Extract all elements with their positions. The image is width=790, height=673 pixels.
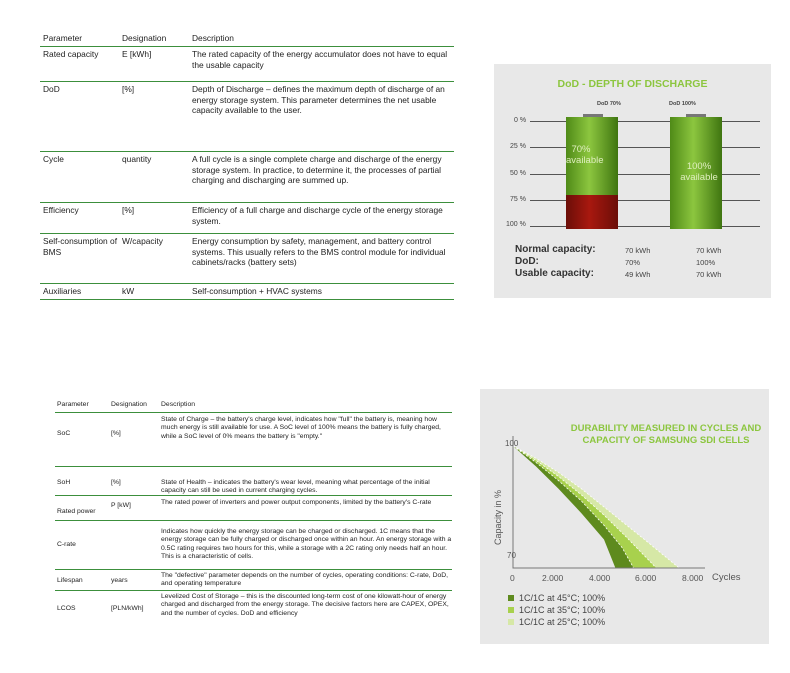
- x-tick-label: 2.000: [542, 573, 564, 583]
- row-designation: [%]: [122, 84, 135, 94]
- row-description: State of Charge – the battery's charge level, indicates how "full" the battery is, meaning how much energy is still available for use. A SoC level of 100% means the battery is fully charged, while a SoC level of 0% means the battery is "empty.": [161, 416, 441, 440]
- parameters-table-2: [55, 401, 452, 626]
- row-designation: W/capacity: [122, 236, 163, 246]
- table-row: [40, 47, 454, 82]
- row-designation: [111, 528, 161, 569]
- value-cell: 70 kWh: [625, 246, 651, 255]
- gridline: [618, 121, 670, 122]
- gridline: [530, 174, 566, 175]
- row-description: Depth of Discharge – defines the maximum depth of discharge of an energy storage system. This parameter determines the net usable capacity available to the user.: [192, 84, 445, 116]
- table-row: [40, 152, 454, 203]
- legend-swatch: [508, 595, 514, 601]
- legend-item: [508, 605, 605, 615]
- x-tick-label: 8.000: [682, 573, 704, 583]
- legend-swatch: [508, 619, 514, 625]
- table-row: [40, 203, 454, 234]
- dod-title: DoD - DEPTH OF DISCHARGE: [557, 78, 708, 90]
- info-normal-capacity: Normal capacity:: [515, 244, 596, 255]
- header-description: Description: [192, 33, 234, 43]
- gridline: [530, 121, 566, 122]
- value-cell: 70%: [625, 258, 641, 267]
- row-parameter: Lifespan: [57, 577, 83, 584]
- gridline: [722, 147, 760, 148]
- row-parameter: C-rate: [57, 541, 76, 548]
- legend-label: 1C/1C at 45°C; 100%: [519, 593, 606, 603]
- gridline: [722, 174, 760, 175]
- table-row: [40, 234, 454, 284]
- table-row: [55, 413, 452, 467]
- row-designation: P [kW]: [111, 502, 131, 509]
- row-description: Energy consumption by safety, management, and battery control systems. This usually refers to the BMS control module for individual cabinets/racks (battery sets): [192, 236, 446, 268]
- gridline: [722, 121, 760, 122]
- info-usable-capacity: Usable capacity:: [515, 268, 594, 279]
- x-tick-label: 4.000: [589, 573, 611, 583]
- row-designation: [PLN/kWh]: [111, 605, 144, 612]
- table-row: [55, 521, 452, 570]
- gridline: [618, 200, 670, 201]
- battery-1-body: [566, 117, 618, 229]
- x-tick-label: 6.000: [635, 573, 657, 583]
- value-cell: 49 kWh: [625, 270, 651, 279]
- y-tick-label: 70: [507, 551, 516, 560]
- header-designation: Designation: [122, 33, 167, 43]
- battery-1-label: DoD 70%: [597, 101, 621, 107]
- x-axis-label: Cycles: [712, 572, 741, 583]
- tick-label: 0 %: [514, 117, 527, 124]
- tick-label: 100 %: [506, 221, 526, 228]
- row-description: Efficiency of a full charge and discharge cycle of the energy storage system.: [192, 205, 443, 226]
- legend-label: 1C/1C at 35°C; 100%: [519, 605, 606, 615]
- row-parameter: SoC: [57, 430, 71, 437]
- gridline: [530, 147, 566, 148]
- row-designation: [%]: [122, 205, 135, 215]
- series-band-1: [513, 446, 634, 568]
- dod-infographic: [494, 64, 771, 298]
- legend-label: 1C/1C at 25°C; 100%: [519, 617, 606, 627]
- info-dod: DoD:: [515, 256, 539, 267]
- row-description: Self-consumption + HVAC systems: [192, 286, 322, 296]
- row-description: The rated power of inverters and power output components, limited by the battery's C-rate: [161, 499, 432, 506]
- table-header: [40, 33, 454, 47]
- table-row: [55, 496, 452, 521]
- legend-swatch: [508, 607, 514, 613]
- gridline: [530, 226, 566, 227]
- tick-label: 75 %: [510, 196, 526, 203]
- row-description: State of Health – indicates the battery's wear level, meaning what percentage of the initial capacity can still be used in current charging cycles.: [161, 479, 430, 495]
- value-cell: 70 kWh: [696, 270, 722, 279]
- y-axis-label: Capacity in %: [493, 489, 503, 545]
- row-description: The rated capacity of the energy accumulator does not have to equal the usable capacity: [192, 49, 448, 70]
- table-row: [40, 82, 454, 152]
- gridline: [618, 147, 670, 148]
- battery-1-reserve: [566, 195, 618, 229]
- row-description: Indicates how quickly the energy storage can be charged or discharged. 1C means that the energy storage can be fully charged or discharged once within an hour. An energy storage with a 0.5C rating requires two hours for this, while a storage with a 2C rating only needs half an hour. This is a characteristic of cells.: [161, 528, 452, 560]
- chart-title: DURABILITY MEASURED IN CYCLES AND CAPACITY OF SAMSUNG SDI CELLS: [570, 423, 762, 446]
- row-designation: years: [111, 577, 128, 584]
- table-row: [55, 570, 452, 591]
- row-parameter: DoD: [43, 84, 60, 94]
- row-designation: [%]: [111, 479, 121, 486]
- gridline: [618, 174, 670, 175]
- header-description: Description: [161, 401, 195, 408]
- battery-2-label: DoD 100%: [669, 101, 696, 107]
- row-parameter: Cycle: [43, 154, 64, 164]
- row-parameter: Rated power: [57, 508, 96, 515]
- row-parameter: Efficiency: [43, 205, 79, 215]
- y-tick-label: 100: [505, 439, 519, 448]
- row-parameter: Auxiliaries: [43, 286, 82, 296]
- legend-item: [508, 617, 605, 627]
- header-parameter: Parameter: [43, 33, 83, 43]
- table-row: [40, 284, 454, 300]
- battery-1-text: 70% available: [566, 144, 604, 166]
- row-parameter: LCOS: [57, 605, 76, 612]
- tick-label: 50 %: [510, 170, 526, 177]
- row-designation: quantity: [122, 154, 152, 164]
- gridline: [722, 200, 760, 201]
- value-cell: 100%: [696, 258, 716, 267]
- gridline: [618, 226, 670, 227]
- row-designation: E [kWh]: [122, 49, 152, 59]
- row-description: Levelized Cost of Storage – this is the discounted long-term cost of one kilowatt-hour of energy charged and discharged from the energy storage. The decisive factors here are CAPEX, OPEX, and the number of cycles. DoD and efficiency: [161, 593, 449, 617]
- row-parameter: Rated capacity: [43, 49, 99, 59]
- x-tick-label: 0: [510, 573, 515, 583]
- row-description: The "defective" parameter depends on the number of cycles, operating conditions: C-rate, DoD, and operating temperature: [161, 572, 449, 588]
- header-designation: Designation: [111, 401, 147, 408]
- battery-2-body: [670, 117, 722, 229]
- gridline: [722, 226, 760, 227]
- legend-item: [508, 593, 605, 603]
- gridline: [530, 200, 566, 201]
- parameters-table-1: [40, 33, 454, 300]
- table-header: [55, 401, 452, 413]
- tick-label: 25 %: [510, 143, 526, 150]
- durability-chart: [480, 389, 769, 644]
- row-parameter: Self-consumption of BMS: [43, 236, 118, 257]
- table-row: [55, 467, 452, 496]
- row-description: A full cycle is a single complete charge and discharge of the energy storage system. In practice, to determine it, the processes of partial charging and discharging are summed up.: [192, 154, 442, 186]
- table-row: [55, 591, 452, 626]
- row-designation: [%]: [111, 430, 121, 437]
- row-parameter: SoH: [57, 479, 71, 486]
- header-parameter: Parameter: [57, 401, 89, 408]
- battery-2-text: 100% available: [680, 161, 718, 183]
- value-cell: 70 kWh: [696, 246, 722, 255]
- row-designation: kW: [122, 286, 135, 296]
